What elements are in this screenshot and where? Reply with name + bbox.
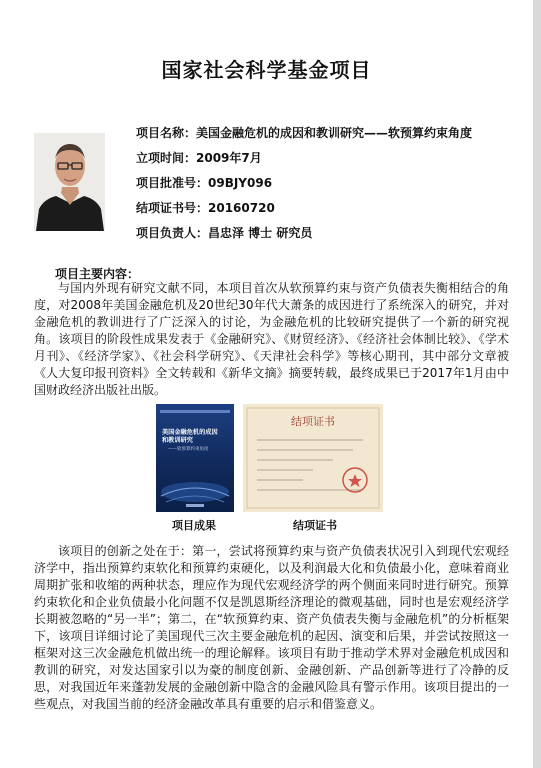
caption-certificate: 结项证书 (293, 519, 337, 532)
page-title: 国家社会科学基金项目 (161, 58, 372, 82)
content-paragraph-1: 与国内外现有研究文献不同，本项目首次从软预算约束与资产负债表失衡相结合的角度，对2008年美国金融危机及20世纪30年代大萧条的成因进行了系统深入的研究，并对金融危机的教训进行了广泛深入的讨论，为金融危机的比较研究提供了一个新的研究视角。该项目的阶段性成果发表于《金融研究》、《财贸经济》、《经济社会体制比较》、《学术月刊》、《经济学家》、《社会科学研究》、《天津社会科学》等核心期刊，其中部分文章被《人大复印报刊资料》全文转载和《新华文摘》摘要转载，最终成果已于2017年1月由中国财政经济出版社出版。 (34, 281, 509, 397)
certificate-title: 结项证书 (291, 415, 335, 428)
book-cover-image (156, 404, 234, 512)
certificate-image (243, 404, 383, 512)
book-title-line2: 和教训研究 (162, 437, 193, 444)
certificate-number: 结项证书号：20160720 (136, 201, 275, 215)
project-date: 立项时间：2009年7月 (136, 151, 262, 165)
book-subtitle: ——软预算约束角度 (168, 447, 209, 452)
content-paragraph-2: 该项目的创新之处在于：第一，尝试将预算约束与资产负债表状况引入到现代宏观经济学中，指出预算约束软化和预算约束硬化，以及利润最大化和负债最小化，意味着商业周期扩张和收缩的两种状态，理应作为现代宏观经济学的两个侧面来同时进行研究。预算约束软化和企业负债最小化问题不仅是凯恩斯经济理论的微观基础，同时也是宏观经济学长期被忽略的“另一半”；第二，在“软预算约束、资产负债表失衡与金融危机”的分析框架下，该项目详细讨论了美国现代三次主要金融危机的起因、演变和后果，并尝试按照这一框架对这三次金融危机做出统一的理论解释。该项目有助于推动学术界对金融危机成因和教训的研究，对发达国家引以为豪的制度创新、金融创新、产品创新等进行了冷静的反思，对我国近年来蓬勃发展的金融创新中隐含的金融风险具有警示作用。该项目提出的一些观点，对我国当前的经济金融改革具有重要的启示和借鉴意义。 (34, 544, 509, 711)
section-heading: 项目主要内容： (55, 267, 140, 281)
approval-number: 项目批准号：09BJY096 (136, 176, 273, 190)
project-name: 项目名称：美国金融危机的成因和教训研究——软预算约束角度 (136, 126, 473, 140)
portrait-photo (34, 133, 105, 231)
project-info (136, 122, 472, 247)
caption-project-result: 项目成果 (172, 519, 216, 532)
book-title-line1: 美国金融危机的成因 (162, 429, 218, 436)
project-leader: 项目负责人：昌忠泽 博士 研究员 (136, 226, 313, 240)
page-edge (533, 0, 541, 768)
